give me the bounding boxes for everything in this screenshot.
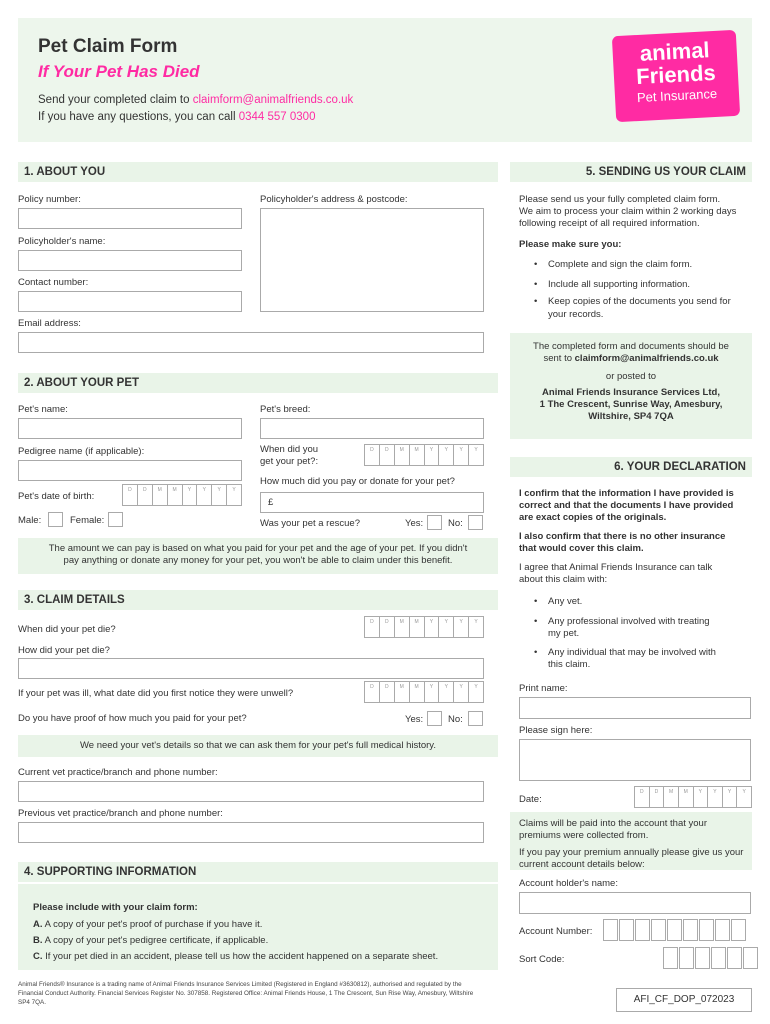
name-label: Policyholder's name:	[18, 236, 106, 247]
section-about-you: 1. ABOUT YOU	[18, 162, 498, 182]
date-cell[interactable]: D	[650, 787, 665, 807]
declaration-date-field[interactable]	[634, 786, 752, 808]
date-cell[interactable]: M	[395, 445, 410, 465]
date-cell[interactable]: M	[395, 617, 410, 637]
date-label: Date:	[519, 794, 542, 805]
date-cell[interactable]: Y	[425, 682, 440, 702]
print-name-label: Print name:	[519, 683, 568, 694]
date-cell[interactable]: M	[664, 787, 679, 807]
date-cell[interactable]: M	[153, 485, 168, 505]
date-cell[interactable]: Y	[439, 617, 454, 637]
date-cell[interactable]: Y	[474, 447, 478, 453]
section-declaration: 6. YOUR DECLARATION	[510, 457, 752, 477]
claim-email-link[interactable]: claimform@animalfriends.co.uk	[192, 94, 354, 106]
email-field[interactable]	[18, 332, 484, 353]
date-cell[interactable]: M	[679, 787, 694, 807]
date-cell[interactable]: Y	[454, 682, 469, 702]
declaration-no-other: I also confirm that there is no other insurance that would cover this claim.	[519, 531, 726, 554]
account-holder-field[interactable]	[519, 892, 751, 914]
male-label: Male:	[18, 515, 42, 526]
declaration-bullet-vet: • Any vet.	[548, 596, 582, 607]
policy-number-field[interactable]	[18, 208, 242, 229]
declaration-bullet-individual-cont: this claim.	[548, 659, 591, 670]
declaration-bullet-professional-cont: my pet.	[548, 628, 580, 639]
date-cell[interactable]: D	[123, 485, 138, 505]
page-subtitle: If Your Pet Has Died	[38, 62, 200, 81]
date-cell[interactable]: Y	[708, 787, 723, 807]
how-much-label: How much did you pay or donate for your pet?	[260, 476, 455, 487]
female-label: Female:	[70, 515, 105, 526]
previous-vet-label: Previous vet practice/branch and phone number:	[18, 808, 223, 819]
declaration-bullet-professional: • Any professional involved with treating	[548, 616, 710, 627]
sort-code-field[interactable]	[663, 947, 759, 969]
sending-intro: Please send us your fully completed claim form. We aim to process your claim within 2 working days following receipt of all required information.	[519, 194, 737, 229]
when-die-label: When did your pet die?	[18, 624, 116, 635]
form-code: AFI_CF_DOP_072023	[616, 988, 752, 1012]
pet-name-field[interactable]	[18, 418, 242, 439]
proof-label: Do you have proof of how much you paid for your pet?	[18, 713, 247, 724]
price-paid-field[interactable]	[260, 492, 484, 513]
pedigree-label: Pedigree name (if applicable):	[18, 446, 145, 457]
date-cell[interactable]: D	[365, 617, 380, 637]
date-cell[interactable]: Y	[212, 485, 227, 505]
policy-number-label: Policy number:	[18, 194, 81, 205]
male-checkbox[interactable]	[48, 512, 63, 527]
proof-no-label: No:	[448, 714, 463, 725]
rescue-no-label: No:	[448, 518, 463, 529]
unwell-date-field[interactable]	[364, 681, 484, 703]
previous-vet-field[interactable]	[18, 822, 484, 843]
how-die-label: How did your pet die?	[18, 645, 110, 656]
section-claim-details: 3. CLAIM DETAILS	[18, 590, 498, 610]
email-label: Email address:	[18, 318, 81, 329]
make-sure-label: Please make sure you:	[519, 239, 622, 250]
rescue-label: Was your pet a rescue?	[260, 518, 360, 529]
supporting-item-c: C. If your pet died in an accident, please tell us how the accident happened on a separate sheet.	[33, 951, 439, 962]
date-cell[interactable]: Y	[439, 682, 454, 702]
call-line: If you have any questions, you can call 0344 557 0300	[38, 111, 316, 123]
date-cell[interactable]: D	[365, 445, 380, 465]
animal-friends-logo: animal Friends Pet Insurance	[612, 30, 740, 122]
sign-label: Please sign here:	[519, 725, 593, 736]
sort-code-label: Sort Code:	[519, 954, 565, 965]
vet-note: We need your vet's details so that we can ask them for your pet's full medical history.	[18, 735, 498, 757]
date-cell[interactable]: M	[168, 485, 183, 505]
supporting-intro: Please include with your claim form:	[33, 902, 198, 913]
date-cell[interactable]: M	[410, 617, 425, 637]
print-name-field[interactable]	[519, 697, 751, 719]
date-cell[interactable]: M	[395, 682, 410, 702]
date-cell[interactable]: Y	[454, 445, 469, 465]
address-label: Policyholder's address & postcode:	[260, 194, 408, 205]
account-number-label: Account Number:	[519, 926, 593, 937]
date-cell[interactable]: Y	[694, 787, 709, 807]
pet-payment-note: The amount we can pay is based on what you paid for your pet and the age of your pet. If you didn't pay anything or donate any money for your pet, you won't be able to claim under this benefit.	[18, 538, 498, 574]
send-line: Send your completed claim to claimform@animalfriends.co.uk	[38, 94, 354, 106]
proof-yes-label: Yes:	[405, 714, 424, 725]
sending-bullet-2: • Include all supporting information.	[548, 279, 690, 290]
current-vet-label: Current vet practice/branch and phone number:	[18, 767, 218, 778]
how-die-field[interactable]	[18, 658, 484, 679]
proof-no-checkbox[interactable]	[468, 711, 483, 726]
pound-sign: £	[268, 497, 274, 508]
declaration-confirm: I confirm that the information I have provided is correct and that the documents I have provided are exact copies of the originals.	[519, 488, 734, 523]
female-checkbox[interactable]	[108, 512, 123, 527]
date-cell[interactable]: D	[380, 682, 395, 702]
contact-label: Contact number:	[18, 277, 89, 288]
account-number-field[interactable]	[603, 919, 747, 941]
phone-link[interactable]: 0344 557 0300	[238, 111, 316, 123]
date-cell[interactable]: D	[365, 682, 380, 702]
contact-number-field[interactable]	[18, 291, 242, 312]
section-sending: 5. SENDING US YOUR CLAIM	[510, 162, 752, 182]
date-cell[interactable]: Y	[425, 445, 440, 465]
page-title: Pet Claim Form	[38, 36, 178, 57]
date-cell[interactable]: Y	[197, 485, 212, 505]
ill-first-label: If your pet was ill, what date did you first notice they were unwell?	[18, 688, 294, 699]
sending-bullet-3: • Keep copies of the documents you send for	[548, 296, 731, 307]
date-cell[interactable]: D	[138, 485, 153, 505]
date-cell[interactable]: Y	[742, 789, 746, 795]
date-cell[interactable]: Y	[232, 487, 236, 493]
date-cell[interactable]: Y	[474, 619, 478, 625]
signature-field[interactable]	[519, 739, 751, 781]
pet-breed-label: Pet's breed:	[260, 404, 311, 415]
sending-bullet-3-cont: your records.	[548, 309, 604, 320]
footer-legal: Animal Friends® Insurance is a trading name of Animal Friends Insurance Services Limited (Registered in England #3630812), authorised and regulated by the Financial Conduct Authority. Financial Services Register No. 307858. Registered Office: Animal Friends House, 1 The Crescent, Sun Rise Way, Amesbury, Wiltshire SP4 7QA.	[18, 981, 474, 1006]
supporting-item-b: B. A copy of your pet's pedigree certificate, if applicable.	[33, 935, 269, 946]
supporting-item-a: A. A copy of your pet's proof of purchase if you have it.	[33, 919, 263, 930]
date-cell[interactable]: Y	[723, 787, 738, 807]
dob-label: Pet's date of birth:	[18, 491, 95, 502]
date-cell[interactable]: D	[380, 445, 395, 465]
rescue-no-checkbox[interactable]	[468, 515, 483, 530]
current-vet-field[interactable]	[18, 781, 484, 802]
account-holder-label: Account holder's name:	[519, 878, 618, 889]
send-panel: The completed form and documents should be sent to claimform@animalfriends.co.uk or posted to Animal Friends Insurance Services Ltd, 1 The Crescent, Sunrise Way, Amesbury, Wiltshire, SP4 7QA	[510, 333, 752, 439]
proof-yes-checkbox[interactable]	[427, 711, 442, 726]
rescue-yes-checkbox[interactable]	[427, 515, 442, 530]
date-cell[interactable]: M	[410, 682, 425, 702]
declaration-agree: I agree that Animal Friends Insurance can talk about this claim with:	[519, 562, 713, 585]
pet-breed-field[interactable]	[260, 418, 484, 439]
death-date-field[interactable]	[364, 616, 484, 638]
pedigree-field[interactable]	[18, 460, 242, 481]
date-cell[interactable]: Y	[183, 485, 198, 505]
date-cell[interactable]: Y	[425, 617, 440, 637]
date-cell[interactable]: D	[635, 787, 650, 807]
date-cell[interactable]: Y	[474, 684, 478, 690]
payment-panel: Claims will be paid into the account that your premiums were collected from. If you pay your premium annually please give us your current account details below:	[510, 812, 752, 870]
declaration-bullet-individual: • Any individual that may be involved with	[548, 647, 716, 658]
date-cell[interactable]: M	[410, 445, 425, 465]
when-got-date-field[interactable]	[364, 444, 484, 466]
pet-name-label: Pet's name:	[18, 404, 68, 415]
address-field[interactable]	[260, 208, 484, 312]
section-about-pet: 2. ABOUT YOUR PET	[18, 373, 498, 393]
date-cell[interactable]: D	[380, 617, 395, 637]
dob-date-field[interactable]	[122, 484, 242, 506]
when-got-label: When did you get your pet?:	[260, 444, 319, 467]
date-cell[interactable]: Y	[439, 445, 454, 465]
rescue-yes-label: Yes:	[405, 518, 424, 529]
date-cell[interactable]: Y	[454, 617, 469, 637]
policyholder-name-field[interactable]	[18, 250, 242, 271]
section-supporting-info: 4. SUPPORTING INFORMATION	[18, 862, 498, 882]
sending-bullet-1: • Complete and sign the claim form.	[548, 259, 692, 270]
